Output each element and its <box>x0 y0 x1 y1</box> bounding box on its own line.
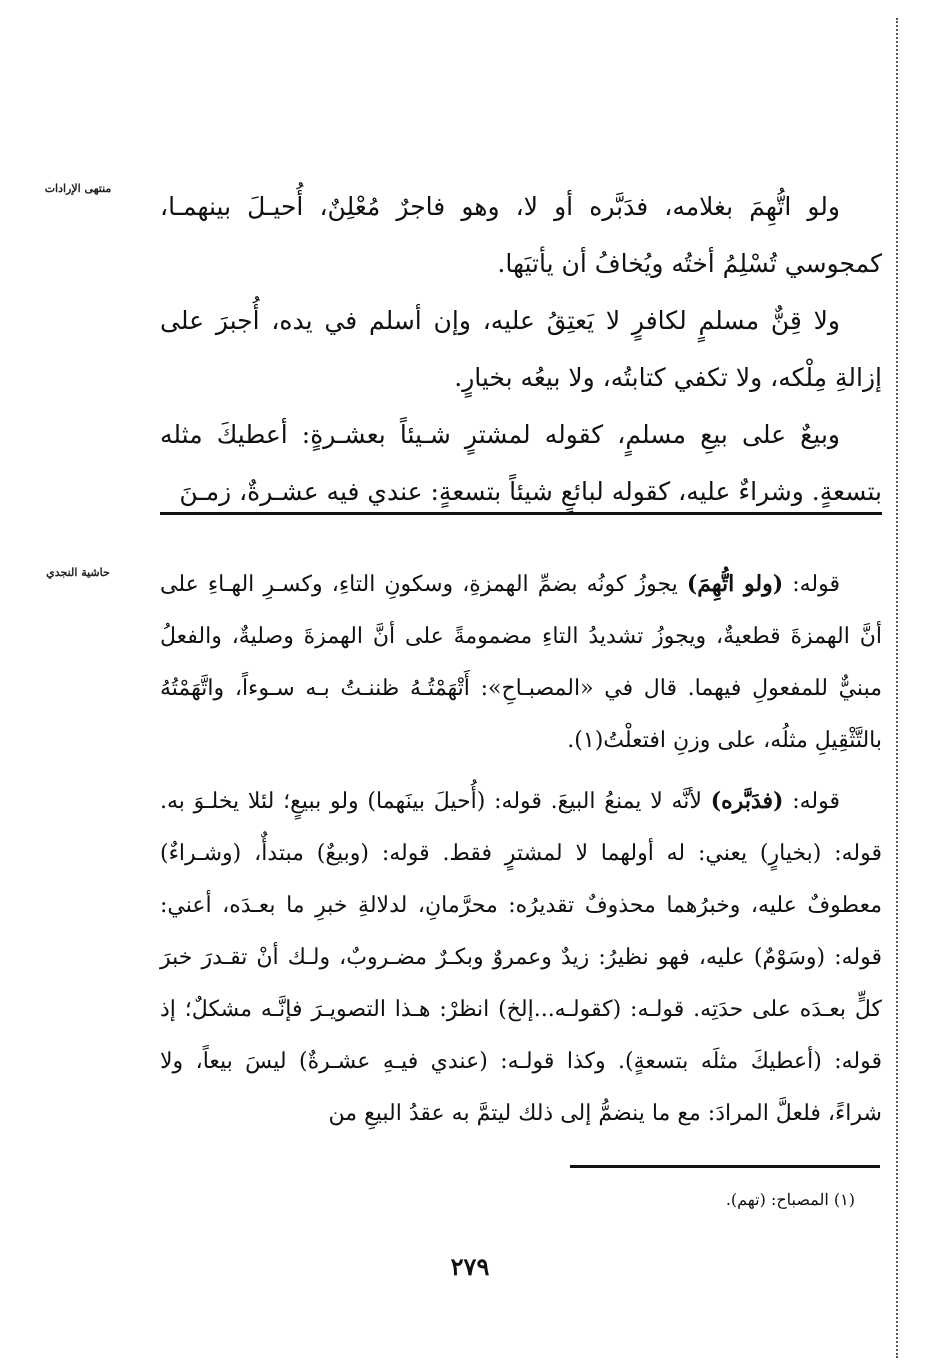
commentary-text <box>160 558 882 1140</box>
commentary-body: لأنَّه لا يمنعُ البيعَ. قوله: (أُحيلَ بينَهما) ولو ببيعٍ؛ لئلا يخلـوَ به. قوله: (بخيارٍ) يعني: له أولهما لا لمشترٍ فقط. قوله: (وبيعٌ) مبتدأٌ، (وشـراءٌ) معطوفٌ عليه، وخبرُهما محذوفٌ تقديرُه: محرَّمانِ، لدلالةِ خبرِ ما بعـدَه، أعني: قوله: (وسَوْمٌ) عليه، فهو نظيرُ: زيدٌ وعمروٌ وبكـرٌ مضـروبٌ، ولـك أنْ تقـدرَ خبرَ كلٍّ بعـدَه على حدَتِه. قولـه: (كقولـه...إلخ) انظرْ: هـذا التصويـرَ فإنَّـه مشكلٌ؛ إذ قوله: (أعطيكَ مثلَه بتسعةٍ). وكذا قولـه: (عندي فيـهِ عشـرةٌ) ليسَ بيعاً، ولا شراءً، فلعلَّ المرادَ: مع ما ينضمُّ إلى ذلك ليتمَّ به عقدُ البيعِ من <box>160 789 882 1126</box>
main-text <box>160 178 882 520</box>
side-label-main: منتهى الإرادات <box>44 182 112 195</box>
commentary-paragraph <box>160 775 882 1140</box>
commentary-lead: قوله: <box>783 572 840 597</box>
footnote-rule <box>570 1165 880 1168</box>
commentary-body: يجوزُ كونُه بضمِّ الهمزةِ، وسكونِ التاءِ، وكسـرِ الهـاءِ على أنَّ الهمزةَ قطعيةٌ، ويجوزُ تشديدُ التاءِ مضمومةً على أنَّ الهمزةَ وصليةٌ، والفعلُ مبنيٌّ للمفعولِ فيهما. قال في «المصبـاحِ»: أَتْهَمْتُـهُ ظننـتُ بـه سـوءاً، واتَّهَمْتُهُ بالتَّثْقِيلِ مثلُه، على وزنِ افتعلْتُ(١). <box>160 572 882 753</box>
section-divider <box>160 512 882 515</box>
page-number: ٢٧٩ <box>450 1252 490 1281</box>
main-paragraph: ولا قِنٌّ مسلمٍ لكافرٍ لا يَعتِقُ عليه، وإن أسلم في يده، أُجبرَ على إزالةِ مِلْكه، ولا تكفي كتابتُه، ولا بيعُه بخيارٍ. <box>160 306 882 392</box>
right-dotted-rule <box>896 18 898 1358</box>
commentary-term: (ولو اتُّهِمَ) <box>686 571 784 597</box>
commentary-lead: قوله: <box>783 789 840 814</box>
main-paragraph: ولو اتُّهِمَ بغلامه، فدَبَّره أو لا، وهو فاجرٌ مُعْلِنٌ، أُحيـلَ بينهمـا، كمجوسي تُسْلِمُ أختُه ويُخافُ أن يأتيَها. <box>160 192 882 278</box>
footnote: (١) المصباح: (تهم). <box>725 1190 855 1209</box>
commentary-paragraph <box>160 558 882 767</box>
side-label-commentary: حاشية النجدي <box>46 566 110 579</box>
commentary-term: (فدَبَّره) <box>710 788 784 814</box>
main-paragraph: وبيعٌ على بيعِ مسلمٍ، كقوله لمشترٍ شـيئاً بعشـرةٍ: أعطيكَ مثله بتسعةٍ. وشراءٌ عليه، كقوله لبائعٍ شيئاً بتسعةٍ: عندي فيه عشـرةٌ، زمـنَ <box>160 420 882 506</box>
